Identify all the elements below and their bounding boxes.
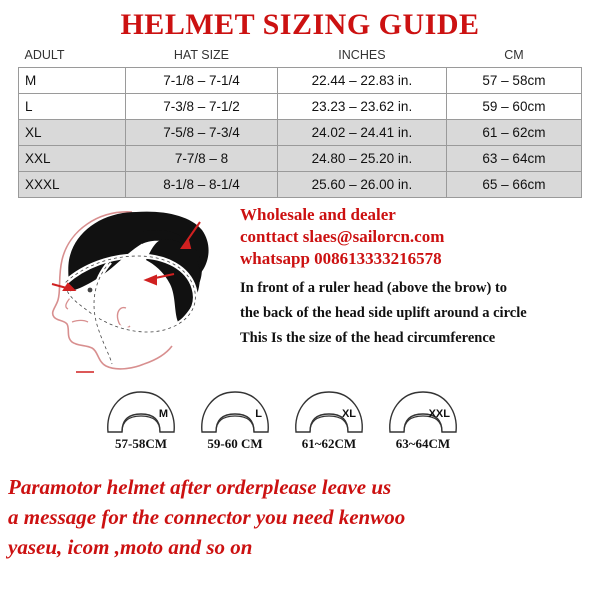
table-row (19, 68, 582, 94)
cell-cm: 59 – 60cm (446, 94, 581, 120)
helmet-outline-icon (384, 386, 462, 434)
table-row (19, 120, 582, 146)
cell-inches: 23.23 – 23.62 in. (277, 94, 446, 120)
helmet-size-letter: XXL (428, 408, 450, 420)
helmet-size-letter: L (255, 408, 262, 420)
helmet-outline-icon (196, 386, 274, 434)
table-row (19, 172, 582, 198)
cell-inches: 22.44 – 22.83 in. (277, 68, 446, 94)
cell-hat-size: 8-1/8 – 8-1/4 (125, 172, 277, 198)
helmet-size-cm: 59-60 CM (207, 436, 263, 451)
bottom-note-line-1: Paramotor helmet after orderplease leave us (8, 475, 392, 499)
contact-and-instructions (240, 204, 590, 351)
contact-line-whatsapp: whatsapp 008613333216578 (240, 249, 442, 268)
cell-hat-size: 7-7/8 – 8 (125, 146, 277, 172)
cell-adult: XL (19, 120, 126, 146)
table-header-row (19, 44, 582, 68)
table-row (19, 146, 582, 172)
column-header-inches: INCHES (277, 44, 446, 68)
cell-cm: 65 – 66cm (446, 172, 581, 198)
contact-line-wholesale: Wholesale and dealer (240, 205, 396, 224)
cell-hat-size: 7-1/8 – 7-1/4 (125, 68, 277, 94)
instruction-line-2: the back of the head side uplift around a circle (240, 305, 527, 321)
cell-inches: 24.80 – 25.20 in. (277, 146, 446, 172)
instruction-line-1: In front of a ruler head (above the brow) to (240, 280, 508, 296)
cell-hat-size: 7-3/8 – 7-1/2 (125, 94, 277, 120)
cell-inches: 24.02 – 24.41 in. (277, 120, 446, 146)
cell-adult: L (19, 94, 126, 120)
measurement-section (0, 204, 600, 382)
cell-adult: XXXL (19, 172, 126, 198)
contact-line-email: conttact slaes@sailorcn.com (240, 227, 445, 246)
cell-inches: 25.60 – 26.00 in. (277, 172, 446, 198)
helmet-size-letter: M (158, 408, 168, 420)
cell-cm: 57 – 58cm (446, 68, 581, 94)
cell-adult: M (19, 68, 126, 94)
cell-cm: 61 – 62cm (446, 120, 581, 146)
helmet-size-letter: XL (341, 408, 356, 420)
instruction-line-3: This Is the size of the head circumference (240, 330, 496, 346)
helmet-size-icons-row (0, 386, 600, 466)
helmet-size-cm: 57-58CM (115, 436, 167, 451)
helmet-outline-icon (102, 386, 180, 434)
page-title: HELMET SIZING GUIDE (120, 8, 480, 41)
helmet-icon (102, 386, 180, 434)
sizing-table (18, 44, 582, 198)
bottom-note-line-3: yaseu, icom ,moto and so on (8, 535, 253, 559)
column-header-hat-size: HAT SIZE (125, 44, 277, 68)
helmet-icon (290, 386, 368, 434)
helmet-size-cm: 63~64CM (395, 436, 451, 451)
helmet-icon (196, 386, 274, 434)
sizing-table-container (0, 44, 600, 198)
column-header-cm: CM (446, 44, 581, 68)
helmet-size-item-xxl (368, 386, 478, 452)
cell-cm: 63 – 64cm (446, 146, 581, 172)
head-profile-illustration (14, 204, 244, 379)
bottom-note (0, 466, 600, 562)
head-measurement-diagram (14, 204, 244, 379)
instructions-block (240, 276, 590, 351)
helmet-icon (384, 386, 462, 434)
table-header (19, 44, 582, 68)
table-row (19, 94, 582, 120)
helmet-outline-icon (290, 386, 368, 434)
column-header-adult: ADULT (19, 44, 126, 68)
table-body (19, 68, 582, 198)
cell-adult: XXL (19, 146, 126, 172)
bottom-note-line-2: a message for the connector you need kenwoo (8, 505, 406, 529)
cell-hat-size: 7-5/8 – 7-3/4 (125, 120, 277, 146)
helmet-size-cm: 61~62CM (301, 436, 357, 451)
